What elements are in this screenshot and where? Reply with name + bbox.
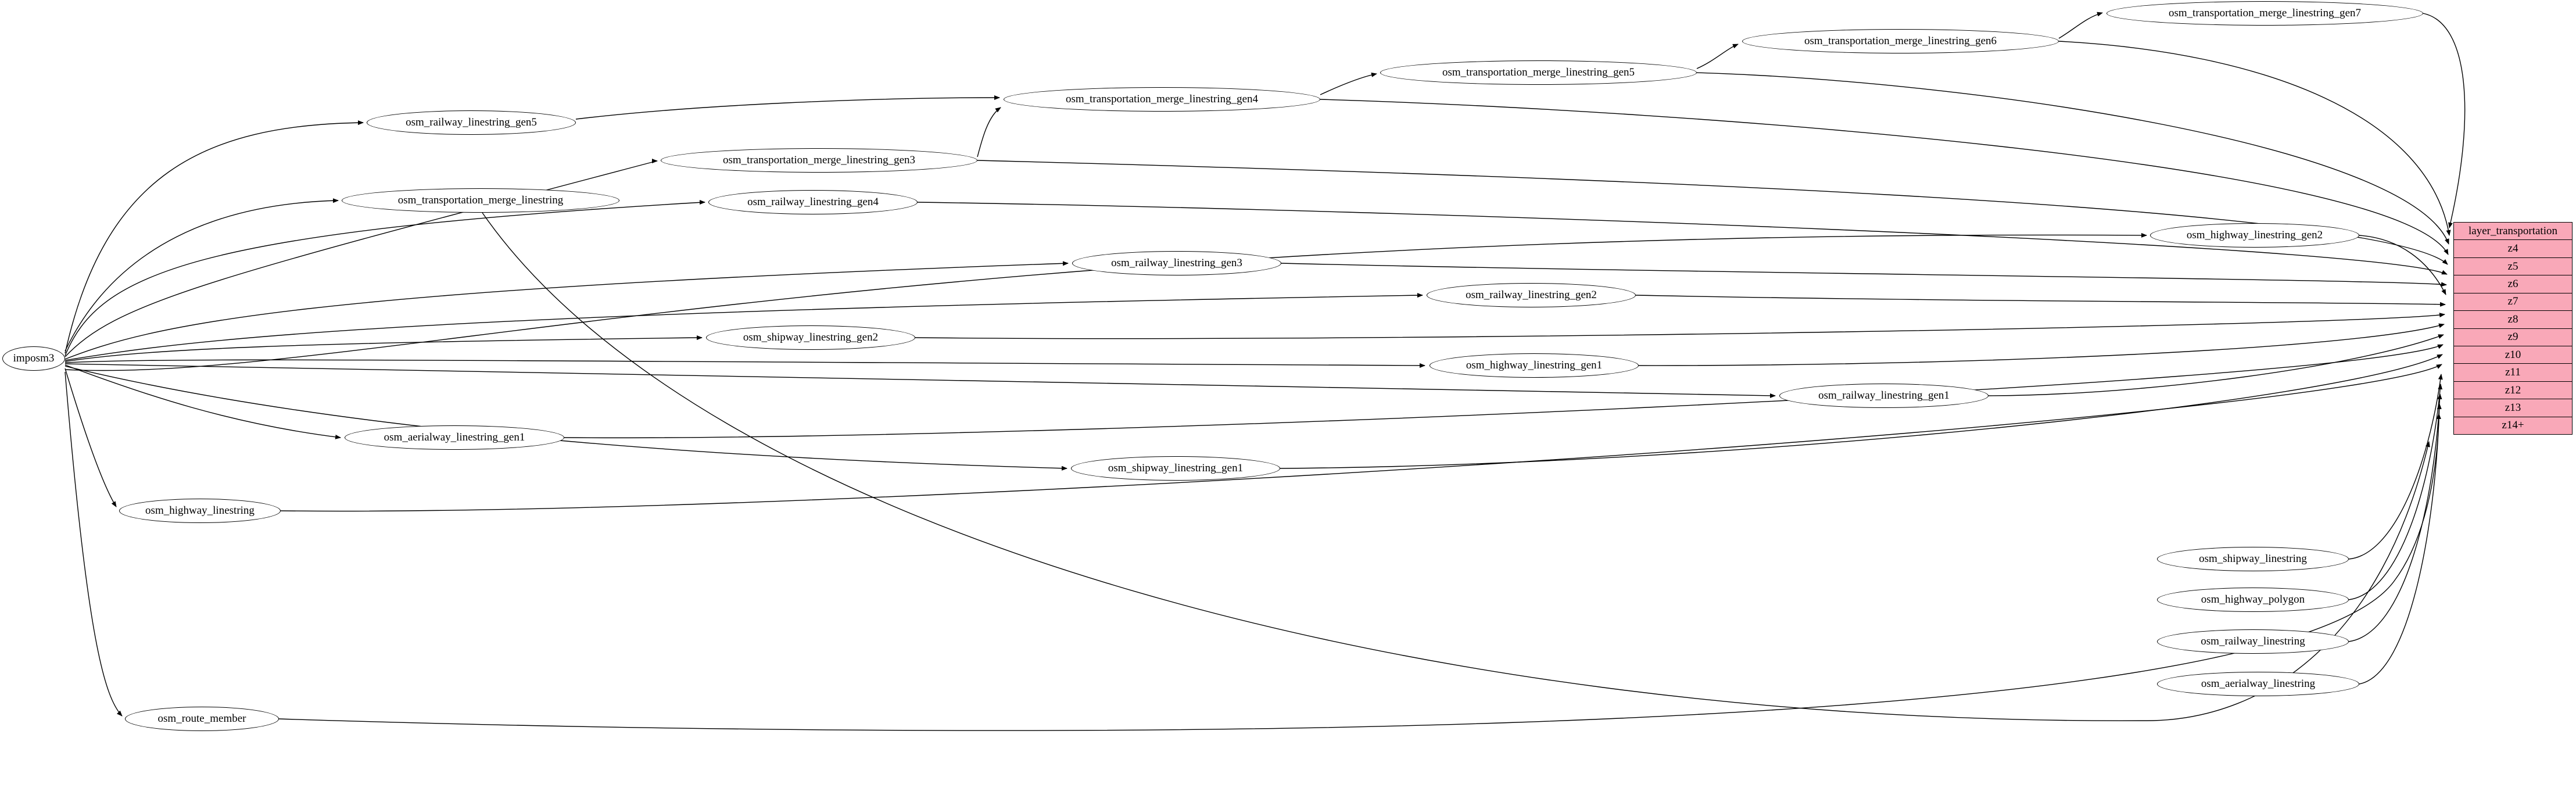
node-osm-railway-linestring-gen4[interactable]	[708, 190, 918, 214]
node-osm-railway-linestring-gen1[interactable]	[1779, 384, 1989, 408]
node-label: osm_transportation_merge_linestring_gen4	[1065, 93, 1259, 105]
node-osm-aerialway-linestring[interactable]	[2157, 672, 2359, 696]
node-osm-highway-linestring-gen2[interactable]	[2150, 223, 2359, 248]
table-row[interactable]: z13	[2454, 399, 2572, 417]
node-osm-transportation-merge-linestring[interactable]	[342, 188, 619, 213]
node-osm-transportation-merge-linestring-gen7[interactable]	[2106, 1, 2423, 26]
node-label: osm_aerialway_linestring	[2201, 678, 2316, 690]
node-osm-highway-linestring[interactable]	[119, 499, 281, 523]
node-osm-transportation-merge-linestring-gen5[interactable]	[1380, 60, 1697, 85]
table-row[interactable]: z9	[2454, 329, 2572, 346]
node-label: osm_shipway_linestring_gen1	[1108, 462, 1244, 474]
table-row[interactable]: z8	[2454, 311, 2572, 328]
node-osm-shipway-linestring-gen1[interactable]	[1071, 456, 1280, 481]
node-osm-railway-linestring-gen3[interactable]	[1072, 251, 1281, 275]
node-label: osm_transportation_merge_linestring_gen6	[1804, 35, 1997, 47]
node-label: osm_aerialway_linestring_gen1	[384, 431, 525, 443]
node-label: osm_railway_linestring_gen2	[1466, 289, 1597, 301]
node-label: osm_railway_linestring_gen5	[406, 116, 537, 128]
node-label: osm_shipway_linestring_gen2	[743, 331, 879, 343]
node-osm-route-member[interactable]	[125, 707, 279, 731]
node-osm-transportation-merge-linestring-gen3[interactable]	[661, 148, 977, 173]
node-label: osm_railway_linestring_gen3	[1111, 257, 1242, 269]
node-label: osm_transportation_merge_linestring_gen7	[2168, 7, 2362, 19]
node-osm-railway-linestring-gen5[interactable]	[367, 110, 576, 135]
table-row[interactable]: z7	[2454, 293, 2572, 311]
node-label: osm_transportation_merge_linestring_gen5	[1442, 66, 1635, 78]
node-label: osm_highway_linestring_gen1	[1466, 359, 1603, 371]
node-label: osm_highway_linestring_gen2	[2186, 229, 2323, 241]
node-osm-transportation-merge-linestring-gen6[interactable]	[1742, 29, 2059, 53]
table-row[interactable]: z11	[2454, 364, 2572, 381]
table-row[interactable]: z5	[2454, 258, 2572, 275]
node-label: osm_route_member	[157, 712, 246, 725]
node-osm-railway-linestring[interactable]	[2157, 629, 2349, 654]
node-label: osm_highway_polygon	[2201, 593, 2305, 606]
node-osm-shipway-linestring[interactable]	[2157, 547, 2349, 571]
node-label: osm_transportation_merge_linestring_gen3	[722, 154, 916, 166]
node-label: osm_highway_linestring	[145, 504, 255, 517]
node-osm-highway-linestring-gen1[interactable]	[1429, 353, 1639, 378]
table-row[interactable]: z6	[2454, 275, 2572, 293]
node-label: osm_shipway_linestring	[2199, 553, 2307, 565]
table-row[interactable]: z4	[2454, 240, 2572, 257]
node-label: osm_railway_linestring_gen1	[1818, 389, 1950, 402]
table-row[interactable]: z12	[2454, 382, 2572, 399]
node-osm-railway-linestring-gen2[interactable]	[1427, 283, 1636, 307]
node-osm-transportation-merge-linestring-gen4[interactable]	[1004, 87, 1320, 112]
layer-transportation-table[interactable]	[2453, 222, 2573, 435]
node-imposm3[interactable]	[2, 346, 65, 371]
table-row[interactable]: z10	[2454, 346, 2572, 364]
node-label: osm_railway_linestring_gen4	[747, 196, 879, 208]
node-osm-shipway-linestring-gen2[interactable]	[706, 325, 915, 350]
node-osm-aerialway-linestring-gen1[interactable]	[345, 425, 564, 450]
table-header: layer_transportation	[2454, 223, 2572, 240]
table-row[interactable]: z14+	[2454, 417, 2572, 434]
node-osm-highway-polygon[interactable]	[2157, 588, 2349, 612]
node-label: osm_railway_linestring	[2201, 635, 2305, 647]
node-label: osm_transportation_merge_linestring	[397, 194, 564, 206]
node-label: imposm3	[13, 352, 55, 364]
